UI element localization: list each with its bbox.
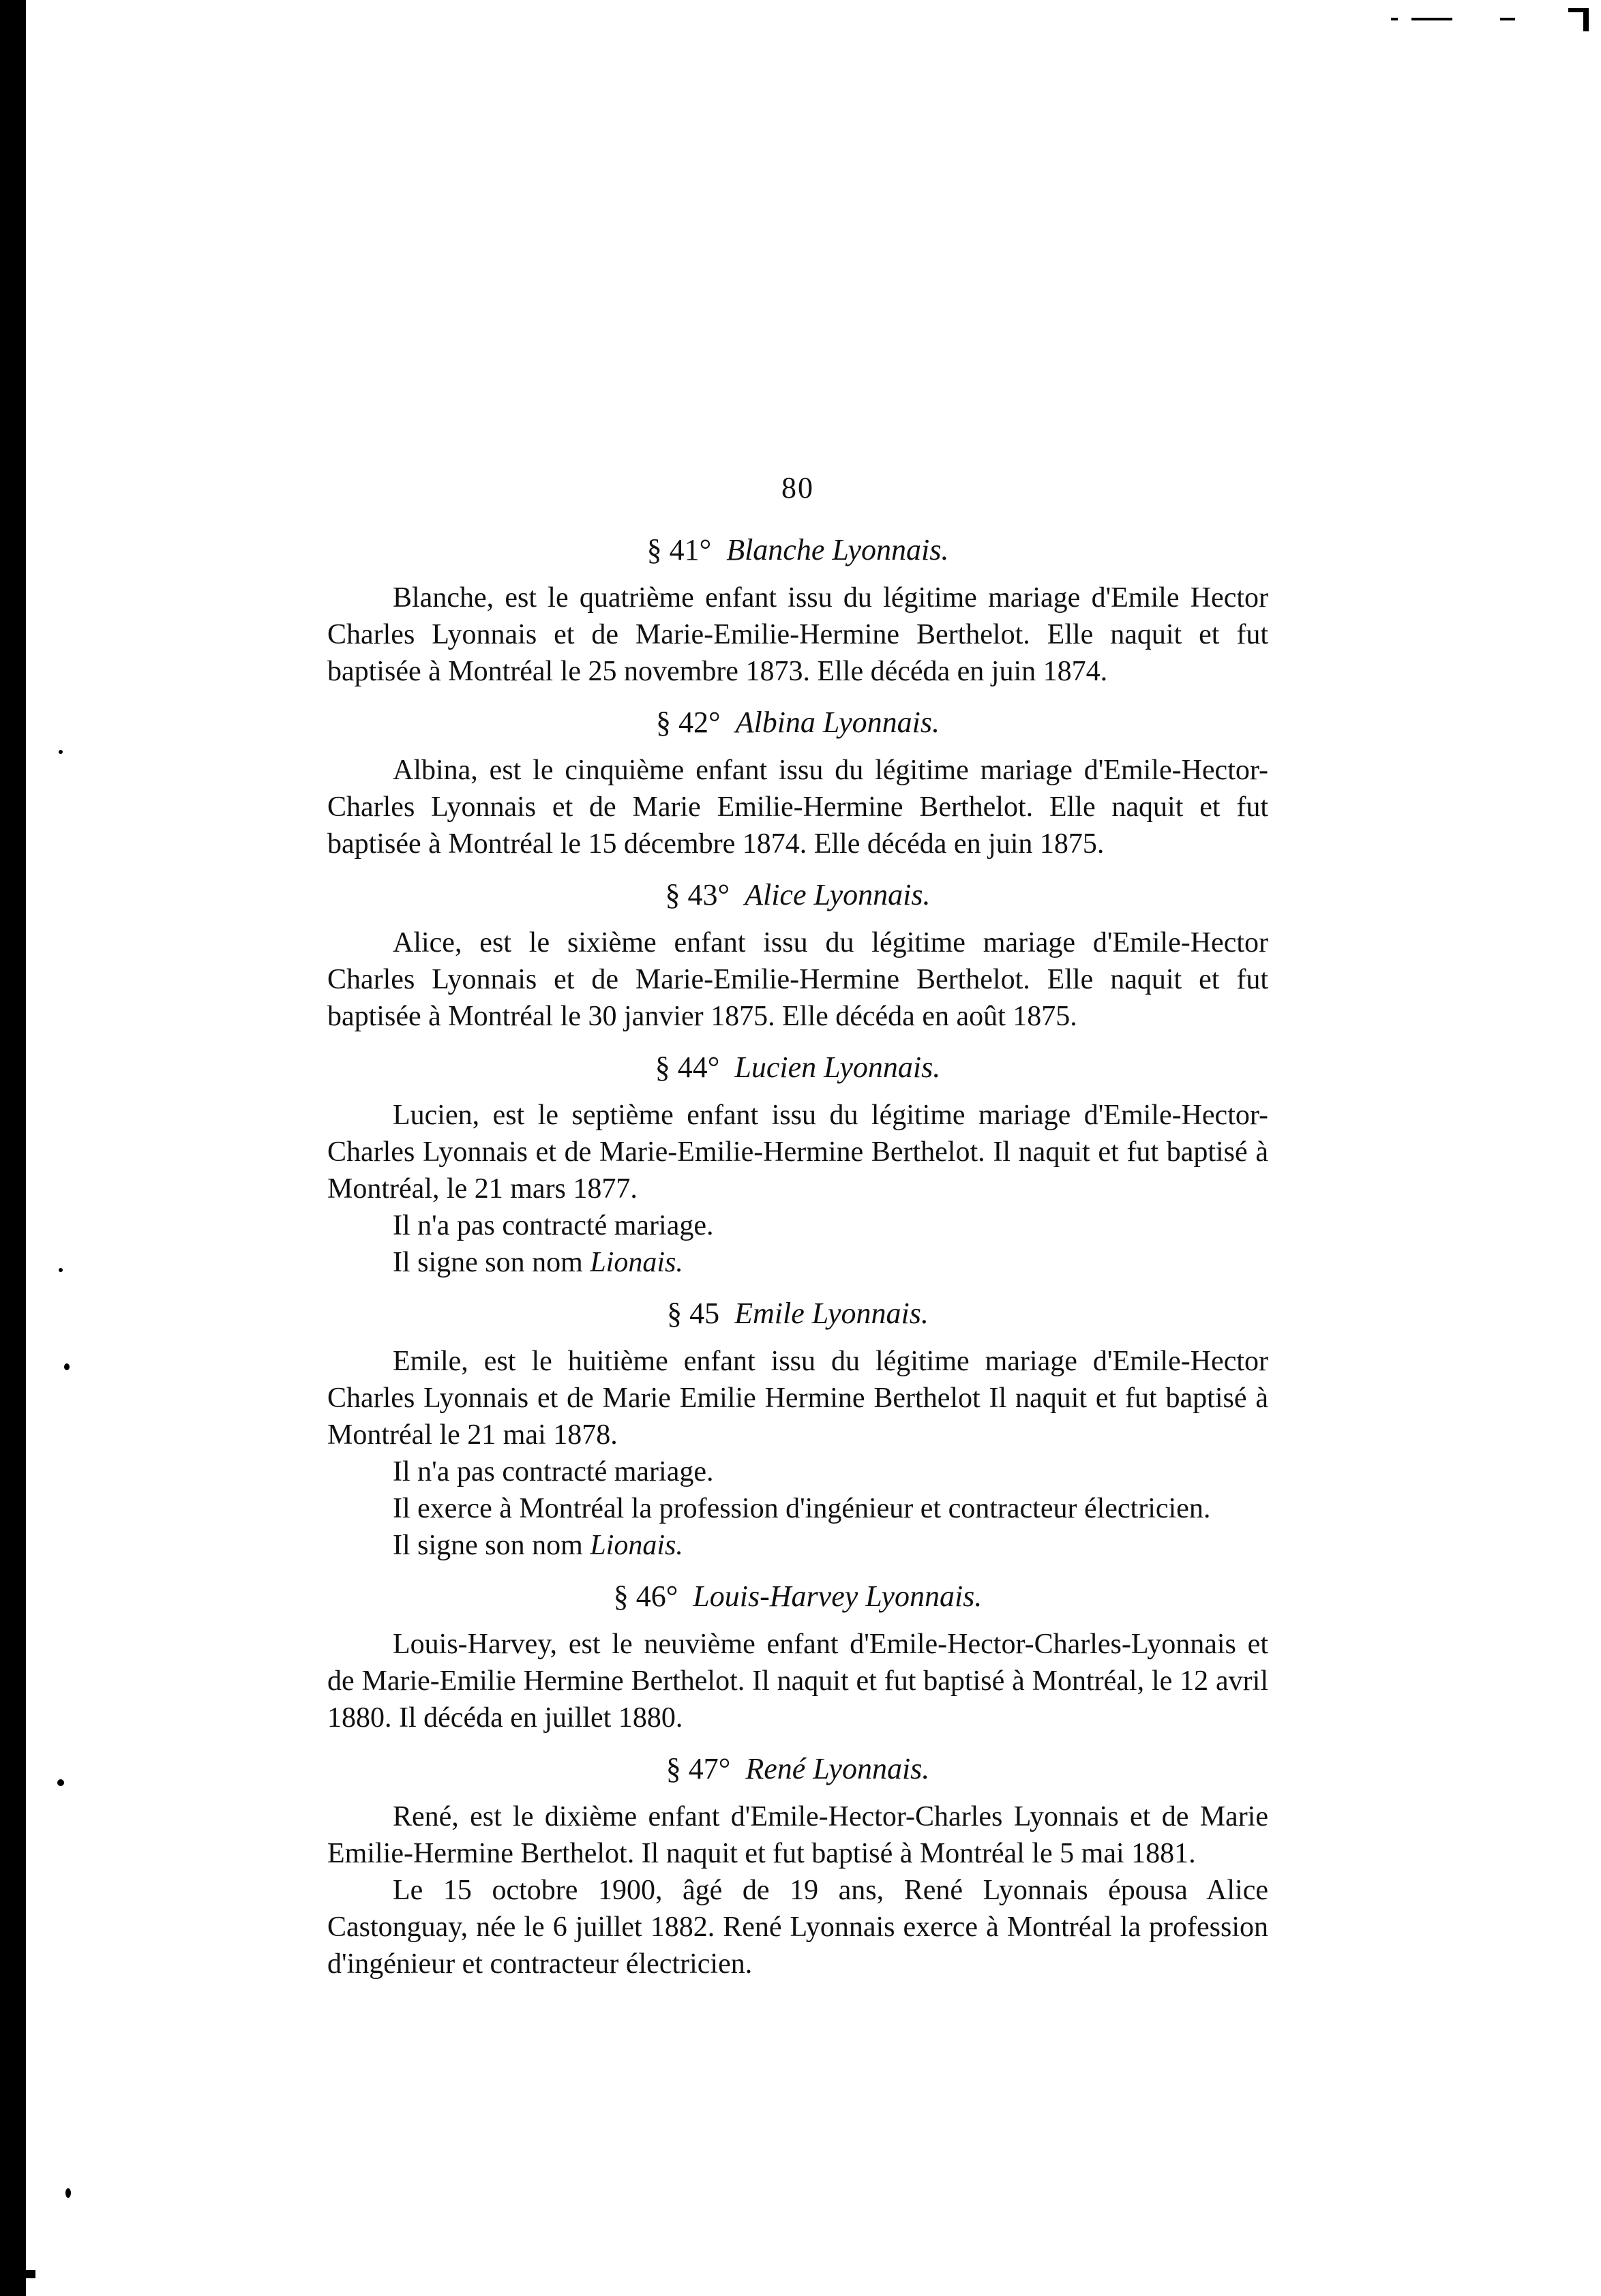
- genealogy-entry: [327, 1296, 1268, 1564]
- entry-heading: [327, 532, 1268, 567]
- entry-number: § 43°: [665, 878, 730, 911]
- scan-speck: [57, 1779, 64, 1786]
- scan-speck: [59, 1268, 63, 1272]
- entry-heading: [327, 1296, 1268, 1331]
- entry-number: § 41°: [646, 533, 712, 567]
- scan-corner-mark: [1583, 8, 1589, 31]
- entry-paragraph: Emile, est le huitième enfant issu du légitime mariage d'Emile-Hector Charles Lyonnais et de Marie Emilie Hermine Berthelot Il naquit et fut baptisé à Montréal le 21 mai 1878.: [327, 1346, 1268, 1451]
- scan-speck: [65, 2188, 71, 2198]
- spacer: [730, 1752, 745, 1785]
- scan-speck: [1411, 18, 1452, 20]
- entry-heading: [327, 1751, 1268, 1786]
- entry-number: § 47°: [665, 1752, 731, 1785]
- entry-note: [327, 1207, 1268, 1244]
- entry-paragraph: René, est le dixième enfant d'Emile-Hector-Charles Lyonnais et de Marie Emilie-Hermine Berthelot. Il naquit et fut baptisé à Montréal le 5 mai 1881.: [327, 1801, 1268, 1869]
- spacer: [730, 878, 745, 911]
- entry-paragraph: Le 15 octobre 1900, âgé de 19 ans, René Lyonnais épousa Alice Castonguay, née le 6 juillet 1882. René Lyonnais exerce à Montréal la profession d'ingénieur et contracteur électricien.: [327, 1875, 1268, 1980]
- note-text: Il n'a pas contracté mariage.: [393, 1456, 714, 1487]
- entry-name: René Lyonnais.: [745, 1752, 930, 1785]
- genealogy-entry: [327, 1050, 1268, 1281]
- entry-number: § 45: [667, 1297, 720, 1330]
- scan-corner-mark-bottom: [8, 2175, 26, 2284]
- note-text: Il signe son nom: [393, 1530, 590, 1561]
- spacer: [678, 1580, 693, 1613]
- entry-heading: [327, 877, 1268, 912]
- entry-heading: [327, 1579, 1268, 1614]
- entry-name: Emile Lyonnais.: [734, 1297, 929, 1330]
- genealogy-entry: [327, 1579, 1268, 1736]
- note-text: Il exerce à Montréal la profession d'ingénieur et contracteur électricien.: [393, 1493, 1211, 1524]
- spacer: [711, 533, 726, 567]
- entry-paragraph: Blanche, est le quatrième enfant issu du légitime mariage d'Emile Hector Charles Lyonnais et de Marie-Emilie-Hermine Berthelot. Elle naquit et fut baptisée à Montréal le 25 novembre 1873. Elle décéda en juin 1874.: [327, 582, 1268, 687]
- genealogy-entry: [327, 532, 1268, 690]
- entry-number: § 46°: [613, 1580, 678, 1613]
- page-number: 80: [781, 471, 814, 504]
- entry-paragraph: Albina, est le cinquième enfant issu du légitime mariage d'Emile-Hector-Charles Lyonnais et de Marie Emilie-Hermine Berthelot. Elle naquit et fut baptisée à Montréal le 15 décembre 1874. Elle décéda en juin 1875.: [327, 755, 1268, 860]
- signature-name: Lionais.: [590, 1530, 683, 1561]
- entry-heading: [327, 705, 1268, 740]
- scan-speck: [1500, 18, 1515, 20]
- note-text: Il signe son nom: [393, 1247, 590, 1278]
- entry-heading: [327, 1050, 1268, 1085]
- scan-edge-shadow: [0, 0, 26, 2296]
- entry-note: [327, 1527, 1268, 1564]
- spacer: [719, 1297, 734, 1330]
- entry-name: Alice Lyonnais.: [745, 878, 931, 911]
- spacer: [719, 1051, 734, 1084]
- entry-note: [327, 1453, 1268, 1490]
- entry-name: Louis-Harvey Lyonnais.: [693, 1580, 983, 1613]
- scan-speck: [1391, 18, 1398, 20]
- spacer: [721, 706, 736, 739]
- genealogy-entry: [327, 877, 1268, 1035]
- entry-paragraph: Lucien, est le septième enfant issu du légitime mariage d'Emile-Hector-Charles Lyonnais et de Marie-Emilie-Hermine Berthelot. Il naquit et fut baptisé à Montréal, le 21 mars 1877.: [327, 1100, 1268, 1205]
- document-page: [327, 470, 1268, 1982]
- entry-number: § 42°: [656, 706, 721, 739]
- entry-name: Albina Lyonnais.: [735, 706, 940, 739]
- genealogy-entry: [327, 705, 1268, 862]
- note-text: Il n'a pas contracté mariage.: [393, 1210, 714, 1241]
- signature-name: Lionais.: [590, 1247, 683, 1278]
- entry-name: Lucien Lyonnais.: [734, 1051, 941, 1084]
- entry-note: [327, 1244, 1268, 1281]
- entry-number: § 44°: [655, 1051, 720, 1084]
- scan-speck: [64, 1363, 70, 1370]
- entry-note: [327, 1490, 1268, 1527]
- genealogy-entry: [327, 1751, 1268, 1982]
- scan-speck: [59, 750, 63, 754]
- entry-paragraph: Louis-Harvey, est le neuvième enfant d'Emile-Hector-Charles-Lyonnais et de Marie-Emilie Hermine Berthelot. Il naquit et fut baptisé à Montréal, le 12 avril 1880. Il décéda en juillet 1880.: [327, 1629, 1268, 1734]
- entry-paragraph: Alice, est le sixième enfant issu du légitime mariage d'Emile-Hector Charles Lyonnais et de Marie-Emilie-Hermine Berthelot. Elle naquit et fut baptisée à Montréal le 30 janvier 1875. Elle décéda en août 1875.: [327, 927, 1268, 1032]
- entry-name: Blanche Lyonnais.: [726, 533, 949, 567]
- entries-container: [327, 532, 1268, 1982]
